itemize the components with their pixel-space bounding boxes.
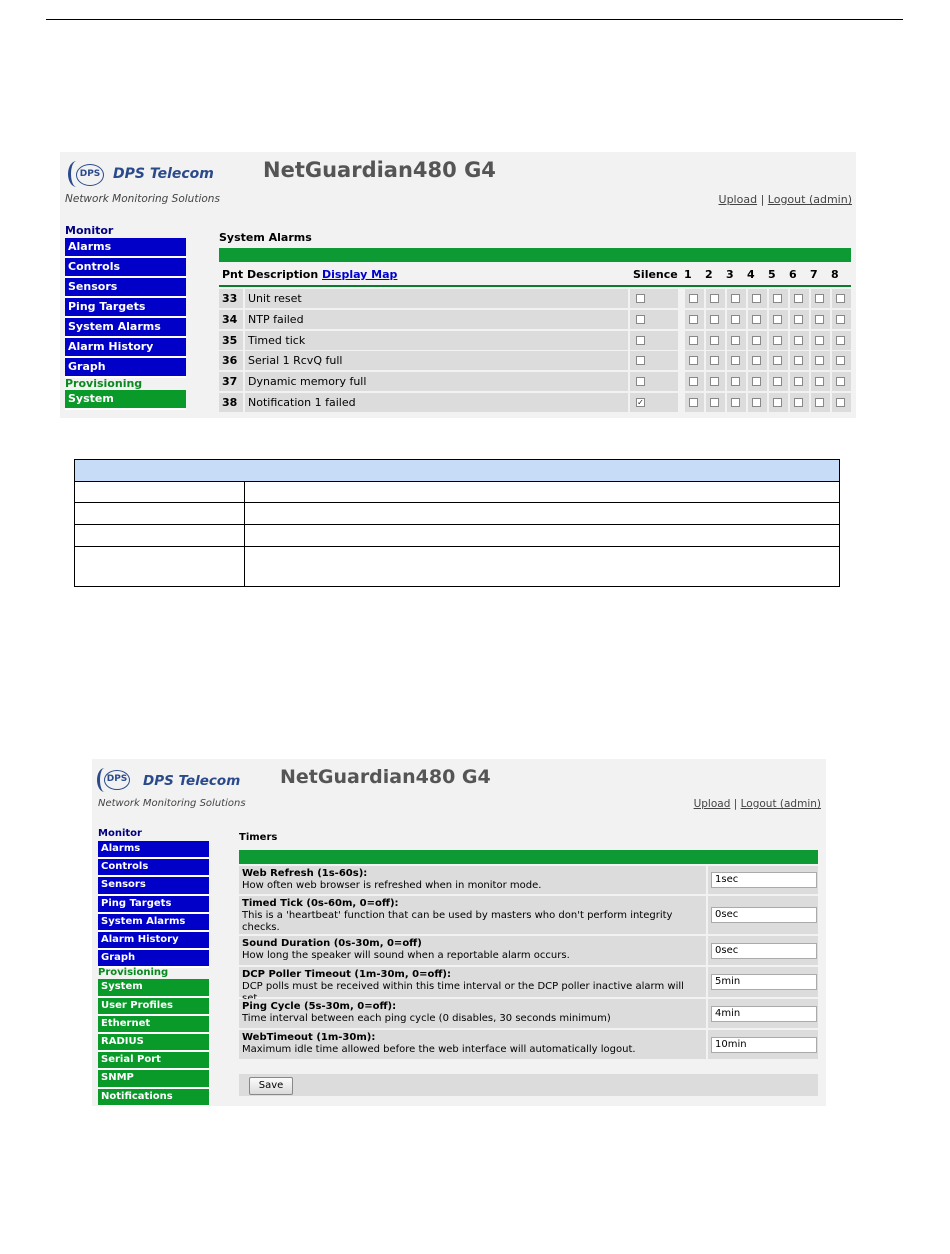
notify-2-checkbox[interactable] — [710, 377, 719, 386]
tagline: Network Monitoring Solutions — [65, 193, 220, 205]
notify-cell — [685, 289, 704, 308]
notify-4-checkbox[interactable] — [752, 294, 761, 303]
timer-description: DCP polls must be received within this time interval or the DCP poller inactive alarm will — [242, 981, 684, 992]
notify-6-checkbox[interactable] — [794, 377, 803, 386]
notify-cell — [685, 331, 704, 350]
silence-cell — [630, 310, 678, 329]
col-header-notify-2: 2 — [705, 268, 713, 281]
notify-4-checkbox[interactable] — [752, 398, 761, 407]
point-number: 38 — [219, 393, 243, 412]
notify-5-checkbox[interactable] — [773, 398, 782, 407]
notify-cell — [748, 310, 767, 329]
timer-label: Ping Cycle (5s-30m, 0=off): — [242, 1001, 397, 1012]
timer-row — [239, 896, 818, 934]
notify-cell — [727, 331, 746, 350]
sidebar-item-alarm-history[interactable]: Alarm History — [65, 338, 186, 358]
notify-cell — [748, 331, 767, 350]
timer-label-cell — [239, 1030, 706, 1059]
notify-cell — [748, 351, 767, 370]
upload-link[interactable]: Upload — [718, 193, 758, 206]
notify-5-checkbox[interactable] — [773, 377, 782, 386]
sidebar-item-graph[interactable]: Graph — [98, 950, 209, 968]
notify-3-checkbox[interactable] — [731, 315, 740, 324]
notify-cell — [748, 372, 767, 391]
timer-value-input[interactable]: 4min — [711, 1006, 817, 1022]
notify-8-checkbox[interactable] — [836, 377, 845, 386]
link-separator: | — [760, 193, 765, 206]
system-alarms-screenshot — [60, 152, 856, 418]
sidebar-item-system-alarms[interactable]: System Alarms — [65, 318, 186, 338]
notify-1-checkbox[interactable] — [689, 315, 698, 324]
save-button[interactable]: Save — [249, 1077, 293, 1095]
notify-cell — [706, 372, 725, 391]
notify-5-checkbox[interactable] — [773, 336, 782, 345]
notify-8-checkbox[interactable] — [836, 294, 845, 303]
notify-cell — [811, 331, 830, 350]
notify-cell — [727, 372, 746, 391]
notify-2-checkbox[interactable] — [710, 356, 719, 365]
timer-description: How often web browser is refreshed when in monitor mode. — [242, 880, 542, 891]
silence-checkbox[interactable] — [636, 356, 645, 365]
timer-row — [239, 1030, 818, 1059]
col-header-notify-7: 7 — [810, 268, 818, 281]
timer-row — [239, 967, 818, 997]
notify-cell — [748, 393, 767, 412]
notify-cell — [832, 310, 851, 329]
save-bar — [239, 1074, 818, 1096]
point-number: 35 — [219, 331, 243, 350]
panel-title: System Alarms — [219, 231, 312, 244]
notify-4-checkbox[interactable] — [752, 315, 761, 324]
alarm-description: Dynamic memory full — [245, 372, 628, 391]
notify-cell — [685, 310, 704, 329]
notify-3-checkbox[interactable] — [731, 398, 740, 407]
notify-cell — [706, 351, 725, 370]
notify-1-checkbox[interactable] — [689, 398, 698, 407]
point-number: 33 — [219, 289, 243, 308]
alarm-description: Unit reset — [245, 289, 628, 308]
sidebar-item-user-profiles[interactable]: User Profiles — [98, 998, 209, 1016]
notify-7-checkbox[interactable] — [815, 398, 824, 407]
table-row-divider — [75, 524, 839, 525]
table-header-row — [75, 460, 839, 482]
top-links — [694, 798, 821, 810]
sidebar-item-ping-targets[interactable]: Ping Targets — [65, 298, 186, 318]
table-row-divider — [75, 502, 839, 503]
col-header-notify-3: 3 — [726, 268, 734, 281]
timer-label: Web Refresh (1s-60s): — [242, 868, 368, 879]
notify-6-checkbox[interactable] — [794, 336, 803, 345]
timer-label: Timed Tick (0s-60m, 0=off): — [242, 898, 399, 909]
notify-4-checkbox[interactable] — [752, 377, 761, 386]
notify-cell — [811, 289, 830, 308]
notify-cell — [790, 372, 809, 391]
notify-7-checkbox[interactable] — [815, 336, 824, 345]
col-header-description — [247, 268, 397, 281]
notify-cell — [748, 289, 767, 308]
link-separator: | — [733, 798, 738, 810]
timer-description: This is a 'heartbeat' function that can be used by masters who don't perform integrity checks. — [242, 910, 673, 933]
silence-checkbox[interactable]: ✓ — [637, 398, 644, 407]
col-header-silence: Silence — [633, 268, 678, 281]
alarm-description: Notification 1 failed — [245, 393, 628, 412]
notify-5-checkbox[interactable] — [773, 294, 782, 303]
sidebar-item-system[interactable]: System — [98, 979, 209, 997]
col-header-notify-6: 6 — [789, 268, 797, 281]
notify-cell — [790, 331, 809, 350]
sidebar-item-ping-targets[interactable]: Ping Targets — [98, 896, 209, 914]
timer-label-cell — [239, 936, 706, 965]
notify-6-checkbox[interactable] — [794, 356, 803, 365]
point-number: 36 — [219, 351, 243, 370]
blank-description-table — [74, 459, 840, 587]
notify-cell — [811, 393, 830, 412]
timer-value-cell — [708, 999, 818, 1028]
col-header-notify-8: 8 — [831, 268, 839, 281]
notify-1-checkbox[interactable] — [689, 377, 698, 386]
col-header-notify-5: 5 — [768, 268, 776, 281]
dps-logo-icon: DPS — [104, 770, 130, 790]
timer-value-input[interactable]: 1sec — [711, 872, 817, 888]
silence-checkbox[interactable] — [636, 294, 645, 303]
header-underline — [219, 285, 851, 287]
timer-value-input[interactable]: 0sec — [711, 907, 817, 923]
timer-description: Time interval between each ping cycle (0 disables, 30 seconds minimum) — [242, 1013, 611, 1024]
timer-row — [239, 936, 818, 965]
notify-cell — [790, 351, 809, 370]
silence-cell — [630, 393, 678, 412]
notify-7-checkbox[interactable] — [815, 315, 824, 324]
silence-cell — [630, 331, 678, 350]
table-row-divider — [75, 546, 839, 547]
notify-cell — [832, 289, 851, 308]
sidebar-item-system[interactable]: System — [65, 390, 186, 410]
tagline: Network Monitoring Solutions — [98, 798, 246, 809]
notify-cell — [790, 289, 809, 308]
sidebar-item-serial-port[interactable]: Serial Port — [98, 1052, 209, 1070]
notify-cell — [790, 310, 809, 329]
notify-4-checkbox[interactable] — [752, 356, 761, 365]
panel-header-bar — [239, 850, 818, 864]
silence-cell — [630, 372, 678, 391]
sidebar-item-alarms[interactable]: Alarms — [98, 841, 209, 859]
timer-label-cell — [239, 866, 706, 894]
timer-value-cell — [708, 896, 818, 934]
timer-value-input[interactable]: 10min — [711, 1037, 817, 1053]
logout-link[interactable]: Logout (admin) — [740, 798, 821, 810]
sidebar-item-controls[interactable]: Controls — [65, 258, 186, 278]
nav-heading-provisioning: Provisioning — [98, 967, 169, 979]
silence-checkbox[interactable] — [636, 377, 645, 386]
notify-6-checkbox[interactable] — [794, 398, 803, 407]
timer-label-cell — [239, 999, 706, 1028]
table-row — [219, 372, 851, 391]
col-header-notify-4: 4 — [747, 268, 755, 281]
notify-1-checkbox[interactable] — [689, 294, 698, 303]
alarm-description: Serial 1 RcvQ full — [245, 351, 628, 370]
notify-3-checkbox[interactable] — [731, 356, 740, 365]
alarm-description: NTP failed — [245, 310, 628, 329]
description-label: Description — [247, 268, 319, 281]
sidebar-item-radius[interactable]: RADIUS — [98, 1034, 209, 1052]
notify-cell — [685, 372, 704, 391]
timer-value-cell — [708, 967, 818, 997]
notify-7-checkbox[interactable] — [815, 356, 824, 365]
panel-title: Timers — [239, 832, 278, 843]
notify-cell — [769, 351, 788, 370]
alarm-description: Timed tick — [245, 331, 628, 350]
sidebar-item-sensors[interactable]: Sensors — [65, 278, 186, 298]
sidebar-item-graph[interactable]: Graph — [65, 358, 186, 378]
notify-cell — [811, 310, 830, 329]
notify-cell — [832, 331, 851, 350]
notify-5-checkbox[interactable] — [773, 315, 782, 324]
timer-row — [239, 999, 818, 1028]
timer-description: Maximum idle time allowed before the web interface will automatically logout. — [242, 1044, 636, 1055]
timer-value-cell — [708, 1030, 818, 1059]
notify-cell — [727, 393, 746, 412]
notify-2-checkbox[interactable] — [710, 315, 719, 324]
notify-8-checkbox[interactable] — [836, 398, 845, 407]
notify-cell — [706, 310, 725, 329]
point-number: 34 — [219, 310, 243, 329]
notify-cell — [811, 372, 830, 391]
page-header-rule — [46, 19, 903, 20]
top-links — [719, 193, 852, 206]
sidebar-item-alarms[interactable]: Alarms — [65, 238, 186, 258]
timer-value-input[interactable]: 0sec — [711, 943, 817, 959]
notify-cell — [706, 289, 725, 308]
notify-cell — [706, 393, 725, 412]
notify-cell — [727, 310, 746, 329]
notify-8-checkbox[interactable] — [836, 336, 845, 345]
notify-8-checkbox[interactable] — [836, 315, 845, 324]
notify-cell — [727, 289, 746, 308]
sidebar-item-system-alarms[interactable]: System Alarms — [98, 914, 209, 932]
brand-name: DPS Telecom — [143, 773, 241, 789]
point-number: 37 — [219, 372, 243, 391]
notify-3-checkbox[interactable] — [731, 336, 740, 345]
notify-cell — [832, 351, 851, 370]
notify-cell — [811, 351, 830, 370]
panel-header-bar — [219, 248, 851, 262]
notify-5-checkbox[interactable] — [773, 356, 782, 365]
silence-cell — [630, 289, 678, 308]
notify-3-checkbox[interactable] — [731, 377, 740, 386]
notify-7-checkbox[interactable] — [815, 377, 824, 386]
notify-3-checkbox[interactable] — [731, 294, 740, 303]
logout-link[interactable]: Logout (admin) — [767, 193, 852, 206]
notify-cell — [769, 393, 788, 412]
notify-4-checkbox[interactable] — [752, 336, 761, 345]
notify-cell — [769, 331, 788, 350]
nav-heading-monitor: Monitor — [65, 224, 114, 237]
silence-checkbox[interactable] — [636, 336, 645, 345]
product-title: NetGuardian480 G4 — [280, 766, 491, 788]
product-title: NetGuardian480 G4 — [263, 158, 496, 182]
col-header-pnt: Pnt — [222, 268, 244, 281]
table-row — [219, 289, 851, 308]
upload-link[interactable]: Upload — [693, 798, 731, 810]
timer-value-cell — [708, 866, 818, 894]
notify-cell — [832, 372, 851, 391]
sidebar-item-alarm-history[interactable]: Alarm History — [98, 932, 209, 950]
table-column-divider — [244, 481, 245, 586]
notify-6-checkbox[interactable] — [794, 294, 803, 303]
timers-screenshot — [92, 759, 826, 1106]
table-row — [219, 310, 851, 329]
notify-8-checkbox[interactable] — [836, 356, 845, 365]
table-row — [219, 351, 851, 370]
notify-cell — [727, 351, 746, 370]
notify-cell — [769, 310, 788, 329]
notify-cell — [790, 393, 809, 412]
notify-cell — [832, 393, 851, 412]
timer-label-cell — [239, 967, 706, 997]
sidebar-item-sensors[interactable]: Sensors — [98, 877, 209, 895]
notify-6-checkbox[interactable] — [794, 315, 803, 324]
sidebar-item-controls[interactable]: Controls — [98, 859, 209, 877]
timer-value-cell — [708, 936, 818, 965]
notify-cell — [769, 372, 788, 391]
notify-2-checkbox[interactable] — [710, 294, 719, 303]
notify-7-checkbox[interactable] — [815, 294, 824, 303]
sidebar-item-notifications[interactable]: Notifications — [98, 1089, 209, 1106]
notify-1-checkbox[interactable] — [689, 356, 698, 365]
nav-heading-provisioning: Provisioning — [65, 377, 143, 390]
silence-checkbox[interactable] — [636, 315, 645, 324]
notify-cell — [769, 289, 788, 308]
timer-label-cell — [239, 896, 706, 934]
nav-heading-monitor: Monitor — [98, 828, 142, 839]
notify-cell — [685, 351, 704, 370]
timer-label: DCP Poller Timeout (1m-30m, 0=off): — [242, 969, 451, 980]
brand-name: DPS Telecom — [113, 166, 214, 182]
sidebar-item-ethernet[interactable]: Ethernet — [98, 1016, 209, 1034]
notify-cell — [706, 331, 725, 350]
notify-1-checkbox[interactable] — [689, 336, 698, 345]
timer-value-input[interactable]: 5min — [711, 974, 817, 990]
table-row — [219, 331, 851, 350]
notify-2-checkbox[interactable] — [710, 336, 719, 345]
silence-cell — [630, 351, 678, 370]
col-header-notify-1: 1 — [684, 268, 692, 281]
timer-row — [239, 866, 818, 894]
timer-label: Sound Duration (0s-30m, 0=off) — [242, 938, 422, 949]
sidebar-item-snmp[interactable]: SNMP — [98, 1070, 209, 1088]
notify-2-checkbox[interactable] — [710, 398, 719, 407]
notify-cell — [685, 393, 704, 412]
timer-label: WebTimeout (1m-30m): — [242, 1032, 376, 1043]
table-row — [219, 393, 851, 412]
dps-logo-icon: DPS — [76, 164, 104, 186]
timer-description: How long the speaker will sound when a reportable alarm occurs. — [242, 950, 570, 961]
display-map-link[interactable]: Display Map — [322, 268, 398, 281]
